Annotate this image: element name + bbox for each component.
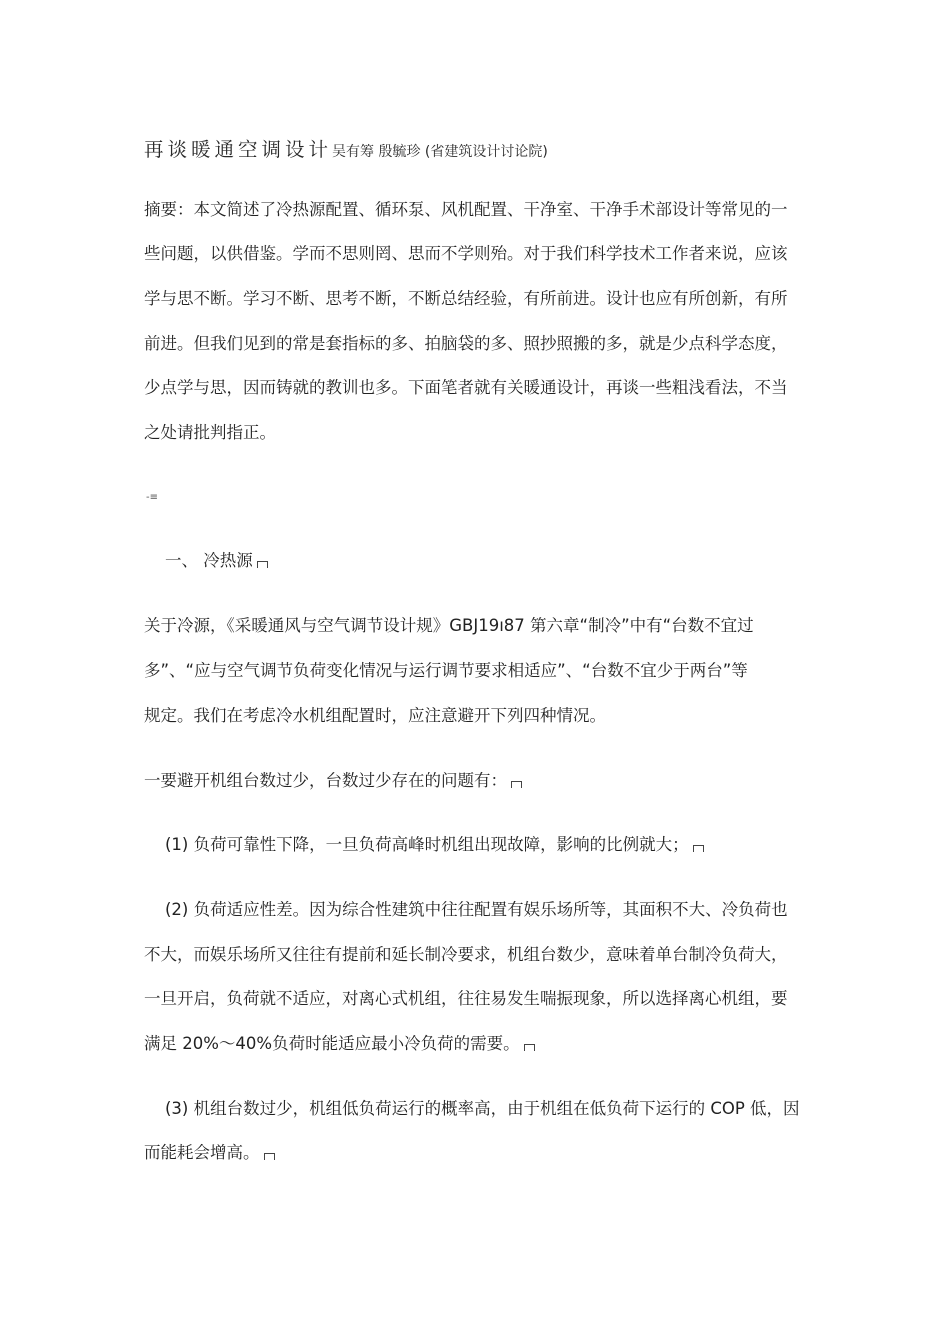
body-line: 规定。我们在考虑冷水机组配置时，应注意避开下列四种情况。 — [144, 706, 606, 725]
body-line: (2) 负荷适应性差。因为综合性建筑中往往配置有娱乐场所等，其面积不大、冷负荷也 — [144, 900, 788, 919]
body-line: 不大，而娱乐场所又往往有提前和延长制冷要求，机组台数少，意味着单台制冷负荷大， — [144, 945, 788, 964]
section-heading — [144, 550, 268, 572]
body-line-text: 满足 20%～40%负荷时能适应最小冷负荷的需要。 — [144, 1034, 520, 1053]
paragraph-mark-icon — [524, 1044, 535, 1051]
title-authors: 吴有筹 殷毓珍 (省建筑设计讨论院) — [332, 144, 548, 160]
abstract-line: 前进。但我们见到的常是套指标的多、拍脑袋的多、照抄照搬的多，就是少点科学态度， — [144, 334, 788, 353]
abstract-line: 之处请批判指正。 — [144, 423, 276, 442]
abstract-line: 摘要：本文简述了冷热源配置、循环泵、风机配置、干净室、干净手术部设计等常见的一 — [144, 200, 788, 219]
body-line: 关于冷源，《采暖通风与空气调节设计规》GBJ19ı87 第六章“制冷”中有“台数不宜过 — [144, 616, 754, 635]
body-line: (3) 机组台数过少，机组低负荷运行的概率高，由于机组在低负荷下运行的 COP 低，因 — [144, 1099, 800, 1118]
title-main: 再谈暖通空调设计 — [144, 138, 333, 161]
body-line-text: 而能耗会增高。 — [144, 1143, 260, 1162]
point-heading — [144, 770, 522, 792]
paragraph-mark-icon — [511, 781, 522, 788]
body-line: 多”、“应与空气调节负荷变化情况与运行调节要求相适应”、“台数不宜少于两台”等 — [144, 661, 748, 680]
list-item-text: (1) 负荷可靠性下降，一旦负荷高峰时机组出现故障，影响的比例就大； — [144, 835, 689, 854]
body-line — [144, 1142, 275, 1164]
body-line — [144, 1033, 535, 1055]
list-item — [144, 834, 704, 856]
section-heading-text: 一、 冷热源 — [144, 551, 253, 570]
body-line: 一旦开启，负荷就不适应，对离心式机组，往往易发生喘振现象，所以选择离心机组，要 — [144, 989, 788, 1008]
document-title — [144, 139, 548, 163]
paragraph-mark-icon — [693, 845, 704, 852]
paragraph-mark-icon — [257, 561, 268, 568]
point-heading-text: 一要避开机组台数过少，台数过少存在的问题有： — [144, 771, 507, 790]
paragraph-mark-icon — [264, 1153, 275, 1160]
abstract-line: 学与思不断。学习不断、思考不断，不断总结经验，有所前进。设计也应有所创新，有所 — [144, 289, 788, 308]
abstract-line: 些问题，以供借鉴。学而不思则罔、思而不学则殆。对于我们科学技术工作者来说，应该 — [144, 244, 788, 263]
separator-mark: -≡ — [146, 492, 158, 503]
abstract-line: 少点学与思，因而铸就的教训也多。下面笔者就有关暖通设计，再谈一些粗浅看法，不当 — [144, 378, 788, 397]
